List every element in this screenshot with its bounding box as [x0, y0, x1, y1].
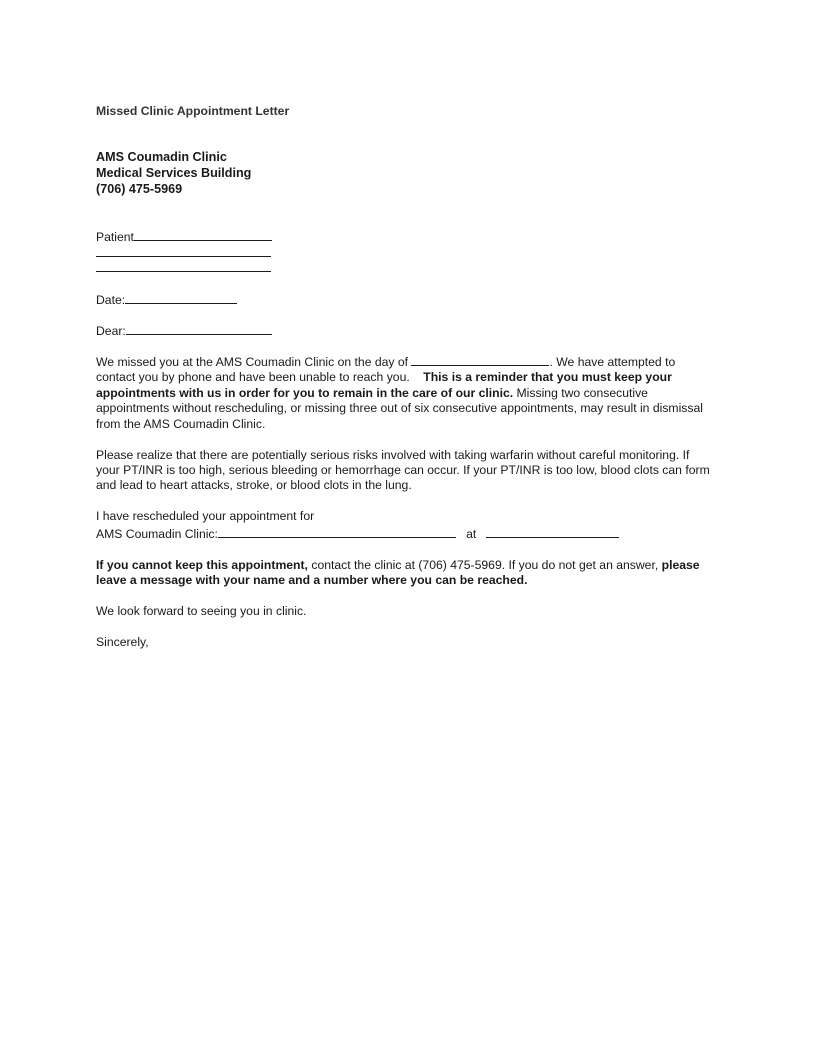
date-field-row	[96, 291, 716, 307]
para1-text-c: to contact you by phone and have been unable to reach you.	[96, 354, 676, 385]
clinic-appointment-label: AMS Coumadin Clinic:	[96, 526, 218, 541]
rescheduled-text: I have rescheduled your appointment for	[96, 509, 315, 524]
clinic-phone: (706) 475-5969	[96, 181, 183, 196]
missed-day-blank[interactable]	[411, 353, 549, 366]
paragraph-rescheduled	[96, 509, 716, 542]
para1-reminder-bold: This is a reminder that you must keep your appointments with us in order for you to remain in the care of our clinic.	[96, 370, 672, 400]
para1-text-d: Missing two consecutive appointments without rescheduling, or missing three out of six consecutive appointments, may result in dismissal from the AMS Coumadin Clinic.	[96, 385, 703, 431]
closing-sincerely: Sincerely,	[96, 635, 149, 650]
para1-text-b: . We have attempted	[549, 354, 662, 369]
paragraph-cannot-keep	[96, 558, 716, 589]
paragraph-risks: Please realize that there are potentially serious risks involved with taking warfarin without careful monitoring. If your PT/INR is too high, serious bleeding or hemorrhage can occur. If your PT/INR is too low, blood clots can form and lead to heart attacks, stroke, or blood clots in the lung.	[96, 447, 710, 493]
at-label: at	[466, 526, 477, 541]
document-title: Missed Clinic Appointment Letter	[96, 104, 290, 118]
cannot-keep-bold: If you cannot keep this appointment,	[96, 557, 308, 572]
clinic-building: Medical Services Building	[96, 166, 252, 180]
address-blank-1[interactable]	[96, 244, 271, 257]
para1-text-a: We missed you at the AMS Coumadin Clinic on the day of	[96, 354, 409, 369]
address-line-2-row	[96, 259, 716, 275]
date-blank[interactable]	[125, 291, 237, 304]
address-blank-2[interactable]	[96, 259, 271, 272]
date-label: Date:	[96, 292, 126, 307]
leave-message-bold: please leave a message with your name and a number where you can be reached.	[96, 557, 700, 588]
clinic-name: AMS Coumadin Clinic	[96, 150, 227, 165]
appointment-date-blank[interactable]	[218, 525, 456, 538]
patient-field-row	[96, 228, 716, 244]
paragraph-look-forward: We look forward to seeing you in clinic.	[96, 604, 307, 619]
dear-blank[interactable]	[126, 322, 272, 335]
paragraph-missed-appointment	[96, 353, 716, 432]
contact-clinic-text: contact the clinic at (706) 475-5969. If you do not get an answer,	[311, 557, 659, 572]
address-line-1-row	[96, 244, 716, 260]
appointment-time-blank[interactable]	[486, 525, 619, 538]
patient-label: Patient	[96, 230, 134, 245]
dear-label: Dear:	[96, 323, 126, 338]
dear-field-row	[96, 322, 716, 338]
patient-blank[interactable]	[134, 228, 272, 241]
clinic-address-block	[96, 150, 716, 197]
letter-content	[96, 104, 716, 666]
